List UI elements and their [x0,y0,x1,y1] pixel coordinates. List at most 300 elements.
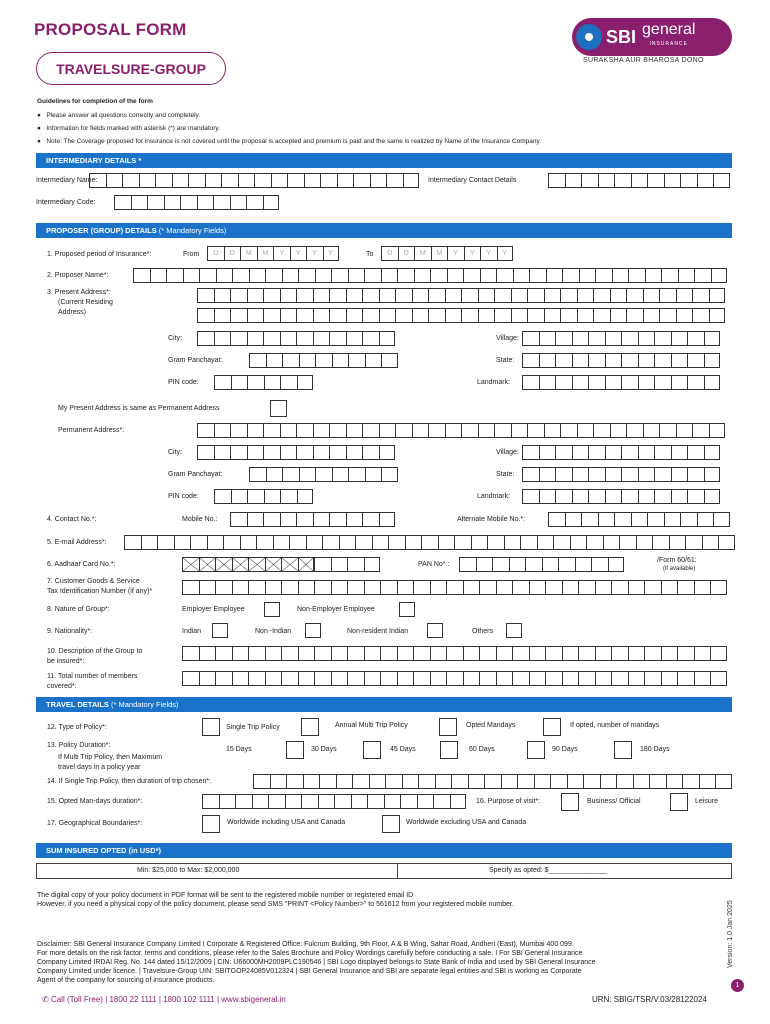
from-date-field[interactable] [207,246,339,261]
char-box[interactable] [379,423,396,438]
char-box[interactable] [232,580,249,595]
char-box[interactable] [286,774,303,789]
char-box[interactable] [306,535,323,550]
single-trip-checkbox[interactable] [202,718,220,736]
char-box[interactable] [339,535,356,550]
char-box[interactable] [572,331,589,346]
char-box[interactable] [600,774,617,789]
char-box[interactable] [386,173,403,188]
char-box[interactable] [501,774,518,789]
char-box[interactable] [405,535,422,550]
char-box[interactable] [654,375,671,390]
char-box[interactable] [664,512,681,527]
char-box[interactable] [718,535,735,550]
perm-village-field[interactable] [522,445,720,460]
char-box[interactable] [644,646,661,661]
char-box[interactable] [296,308,313,323]
char-box[interactable] [555,445,572,460]
char-box[interactable] [579,268,596,283]
char-box[interactable] [687,489,704,504]
char-box[interactable] [671,331,688,346]
char-box[interactable] [384,794,401,809]
char-box[interactable] [397,268,414,283]
char-box[interactable] [280,445,297,460]
char-box[interactable] [511,288,528,303]
permanent-address-field[interactable] [197,423,725,438]
char-box[interactable] [381,353,398,368]
char-box[interactable] [605,467,622,482]
char-box[interactable] [621,445,638,460]
char-box[interactable] [471,535,488,550]
char-box[interactable] [214,423,231,438]
char-box[interactable] [633,774,650,789]
annual-multi-trip-checkbox[interactable] [301,718,319,736]
char-box[interactable] [572,445,589,460]
duration-15-checkbox[interactable] [286,741,304,759]
char-box[interactable] [676,308,693,323]
char-box[interactable] [588,331,605,346]
char-box[interactable] [289,535,306,550]
char-box[interactable] [588,375,605,390]
char-box[interactable] [687,331,704,346]
char-box[interactable] [628,268,645,283]
char-box[interactable] [445,288,462,303]
char-box[interactable] [605,353,622,368]
char-box[interactable] [141,535,158,550]
char-box[interactable]: Y [447,246,464,261]
char-box[interactable] [652,535,669,550]
char-box[interactable] [254,173,271,188]
char-box[interactable] [379,512,396,527]
char-box[interactable] [572,353,589,368]
char-box[interactable] [337,173,354,188]
char-box[interactable] [678,268,695,283]
char-box[interactable] [578,671,595,686]
char-box[interactable]: M [414,246,431,261]
char-box[interactable]: M [431,246,448,261]
char-box[interactable]: Y [323,246,340,261]
char-box[interactable] [421,535,438,550]
char-box[interactable] [621,467,638,482]
char-box[interactable] [89,173,106,188]
char-box[interactable] [364,580,381,595]
char-box[interactable]: M [257,246,274,261]
char-box[interactable] [230,423,247,438]
business-checkbox[interactable] [561,793,579,811]
char-box[interactable] [539,353,556,368]
char-box[interactable] [180,195,197,210]
char-box[interactable] [331,646,348,661]
perm-landmark-field[interactable] [522,489,720,504]
char-box[interactable] [676,423,693,438]
char-box[interactable] [147,195,164,210]
char-box[interactable] [676,288,693,303]
char-box[interactable] [297,489,314,504]
char-box[interactable] [529,671,546,686]
char-box[interactable] [704,353,721,368]
char-box[interactable] [621,375,638,390]
char-box[interactable] [331,268,348,283]
char-box[interactable] [595,580,612,595]
char-box[interactable] [529,646,546,661]
char-box[interactable] [362,288,379,303]
char-box[interactable] [710,671,727,686]
char-box[interactable] [591,557,608,572]
char-box[interactable] [418,774,435,789]
trip-duration-field[interactable] [253,774,732,789]
char-box[interactable] [205,173,222,188]
char-box[interactable] [671,375,688,390]
char-box[interactable] [379,308,396,323]
char-box[interactable] [478,423,495,438]
char-box[interactable] [588,353,605,368]
char-box[interactable] [380,646,397,661]
char-box[interactable] [332,467,349,482]
char-box[interactable] [430,671,447,686]
char-box[interactable] [709,288,726,303]
char-box[interactable] [628,646,645,661]
char-box[interactable] [463,268,480,283]
char-box[interactable] [273,535,290,550]
char-box[interactable] [346,331,363,346]
char-box[interactable] [603,535,620,550]
char-box[interactable] [612,268,629,283]
char-box[interactable] [583,774,600,789]
char-box[interactable] [362,445,379,460]
char-box[interactable] [298,268,315,283]
perm-pin-field[interactable] [214,489,313,504]
char-box[interactable] [157,535,174,550]
char-box[interactable] [494,423,511,438]
char-box[interactable] [595,268,612,283]
char-box[interactable] [240,535,257,550]
char-box[interactable] [322,535,339,550]
char-box[interactable] [247,423,264,438]
char-box[interactable] [542,557,559,572]
char-box[interactable] [605,375,622,390]
char-box[interactable] [661,580,678,595]
char-box[interactable] [232,268,249,283]
char-box[interactable] [713,173,730,188]
char-box[interactable] [610,308,627,323]
char-box[interactable]: D [207,246,224,261]
char-box[interactable] [544,288,561,303]
non-indian-checkbox[interactable] [305,623,321,638]
char-box[interactable] [352,774,369,789]
char-box[interactable] [661,646,678,661]
char-box[interactable] [372,535,389,550]
char-box[interactable] [428,308,445,323]
char-box[interactable] [314,580,331,595]
if-opted-checkbox[interactable] [543,718,561,736]
char-box[interactable] [525,557,542,572]
char-box[interactable] [263,423,280,438]
employer-checkbox[interactable] [264,602,280,617]
char-box[interactable] [704,375,721,390]
char-box[interactable] [671,467,688,482]
char-box[interactable] [671,489,688,504]
char-box[interactable] [430,580,447,595]
char-box[interactable] [450,794,467,809]
char-box[interactable] [385,774,402,789]
char-box[interactable] [403,173,420,188]
char-box[interactable] [106,173,123,188]
city-field[interactable] [197,331,395,346]
char-box[interactable] [438,535,455,550]
char-box[interactable] [249,268,266,283]
duration-45-checkbox[interactable] [440,741,458,759]
char-box[interactable] [230,331,247,346]
char-box[interactable] [247,512,264,527]
char-box[interactable] [247,489,264,504]
char-box[interactable] [249,353,266,368]
char-box[interactable] [644,580,661,595]
char-box[interactable] [511,308,528,323]
char-box[interactable] [446,671,463,686]
char-box[interactable] [654,467,671,482]
char-box[interactable] [298,671,315,686]
char-box[interactable] [588,445,605,460]
char-box[interactable] [669,535,686,550]
char-box[interactable] [280,512,297,527]
char-box[interactable] [697,512,714,527]
char-box[interactable] [412,288,429,303]
char-box[interactable] [379,288,396,303]
char-box[interactable] [479,580,496,595]
char-box[interactable] [522,353,539,368]
char-box[interactable] [364,671,381,686]
char-box[interactable] [588,489,605,504]
char-box[interactable] [331,580,348,595]
char-box[interactable] [214,375,231,390]
char-box[interactable] [230,288,247,303]
char-box[interactable] [281,646,298,661]
char-box[interactable] [266,353,283,368]
char-box[interactable] [638,445,655,460]
char-box[interactable] [446,646,463,661]
char-box[interactable] [334,794,351,809]
char-box[interactable] [329,308,346,323]
char-box[interactable] [223,535,240,550]
char-box[interactable] [572,489,589,504]
char-box[interactable] [247,308,264,323]
char-box[interactable] [631,173,648,188]
char-box[interactable] [287,173,304,188]
char-box[interactable] [496,646,513,661]
gstin-field[interactable] [182,580,727,595]
perm-gram-field[interactable] [249,467,398,482]
char-box[interactable] [697,173,714,188]
mandays-duration-field[interactable] [202,794,466,809]
char-box[interactable] [562,580,579,595]
char-box[interactable] [638,467,655,482]
char-box[interactable] [555,375,572,390]
char-box[interactable] [362,331,379,346]
char-box[interactable] [595,646,612,661]
char-box[interactable] [183,268,200,283]
char-box[interactable] [572,375,589,390]
char-box[interactable] [197,445,214,460]
char-box[interactable] [230,445,247,460]
char-box[interactable] [265,671,282,686]
char-box[interactable] [638,331,655,346]
char-box[interactable] [221,173,238,188]
char-box[interactable] [402,774,419,789]
char-box[interactable] [527,288,544,303]
duration-60-checkbox[interactable] [527,741,545,759]
char-box[interactable] [555,353,572,368]
char-box[interactable] [263,288,280,303]
char-box[interactable] [484,774,501,789]
char-box[interactable] [545,580,562,595]
char-box[interactable] [539,467,556,482]
char-box[interactable] [280,423,297,438]
char-box[interactable] [710,646,727,661]
char-box[interactable] [346,512,363,527]
char-box[interactable] [379,445,396,460]
char-box[interactable] [329,423,346,438]
char-box[interactable] [214,331,231,346]
char-box[interactable] [461,288,478,303]
char-box[interactable] [704,489,721,504]
char-box[interactable] [555,331,572,346]
char-box[interactable] [504,535,521,550]
char-box[interactable] [235,794,252,809]
duration-90-checkbox[interactable] [614,741,632,759]
char-box[interactable] [677,580,694,595]
char-box[interactable] [182,671,199,686]
char-box[interactable] [692,308,709,323]
char-box[interactable] [296,512,313,527]
char-box[interactable] [413,580,430,595]
char-box[interactable] [694,580,711,595]
char-box[interactable] [522,375,539,390]
pan-field[interactable] [459,557,624,572]
char-box[interactable] [318,794,335,809]
char-box[interactable] [447,268,464,283]
char-box[interactable] [397,671,414,686]
char-box[interactable] [238,173,255,188]
char-box[interactable] [303,774,320,789]
char-box[interactable] [348,353,365,368]
char-box[interactable] [577,308,594,323]
char-box[interactable]: Y [464,246,481,261]
char-box[interactable] [687,467,704,482]
char-box[interactable] [661,268,678,283]
char-box[interactable] [214,288,231,303]
perm-state-field[interactable] [522,467,720,482]
char-box[interactable] [299,467,316,482]
char-box[interactable] [263,308,280,323]
char-box[interactable] [365,467,382,482]
char-box[interactable] [270,774,287,789]
worldwide-excl-checkbox[interactable] [382,815,400,833]
char-box[interactable] [428,423,445,438]
char-box[interactable] [331,671,348,686]
char-box[interactable] [430,268,447,283]
char-box[interactable] [654,445,671,460]
char-box[interactable] [492,557,509,572]
char-box[interactable] [346,308,363,323]
char-box[interactable] [659,423,676,438]
char-box[interactable] [182,580,199,595]
char-box[interactable] [539,375,556,390]
char-box[interactable] [182,646,199,661]
char-box[interactable] [636,535,653,550]
char-box[interactable] [369,774,386,789]
char-box[interactable] [694,268,711,283]
char-box[interactable] [329,288,346,303]
char-box[interactable] [522,331,539,346]
char-box[interactable] [659,288,676,303]
char-box[interactable] [213,195,230,210]
others-checkbox[interactable] [506,623,522,638]
char-box[interactable] [297,375,314,390]
contact-info[interactable]: ✆ Call (Toll Free) | 1800 22 1111 | 1800 102 1111 | www.sbigeneral.in [42,995,286,1004]
char-box[interactable] [713,512,730,527]
state-field[interactable] [522,353,720,368]
char-box[interactable] [253,774,270,789]
char-box[interactable] [610,288,627,303]
char-box[interactable] [476,557,493,572]
char-box[interactable] [565,173,582,188]
char-box[interactable] [174,535,191,550]
char-box[interactable] [381,467,398,482]
char-box[interactable] [362,512,379,527]
char-box[interactable] [560,308,577,323]
char-box[interactable] [562,646,579,661]
char-box[interactable] [539,445,556,460]
char-box[interactable] [647,173,664,188]
char-box[interactable] [480,268,497,283]
pin-field[interactable] [214,375,313,390]
char-box[interactable] [320,173,337,188]
village-field[interactable] [522,331,720,346]
char-box[interactable] [445,423,462,438]
char-box[interactable] [631,512,648,527]
char-box[interactable] [124,535,141,550]
char-box[interactable] [313,423,330,438]
char-box[interactable] [621,353,638,368]
to-date-field[interactable] [381,246,513,261]
perm-city-field[interactable] [197,445,395,460]
char-box[interactable] [314,646,331,661]
char-box[interactable] [265,646,282,661]
char-box[interactable]: Y [290,246,307,261]
aadhaar-field[interactable] [314,557,380,572]
char-box[interactable] [638,353,655,368]
char-box[interactable] [626,423,643,438]
char-box[interactable]: Y [497,246,514,261]
char-box[interactable] [621,331,638,346]
char-box[interactable] [671,353,688,368]
char-box[interactable] [296,423,313,438]
char-box[interactable] [347,671,364,686]
char-box[interactable] [313,512,330,527]
char-box[interactable] [282,353,299,368]
char-box[interactable] [534,774,551,789]
total-members-field[interactable] [182,671,727,686]
char-box[interactable] [417,794,434,809]
char-box[interactable] [329,512,346,527]
char-box[interactable]: Y [306,246,323,261]
alt-mobile-field[interactable] [548,512,730,527]
char-box[interactable] [329,331,346,346]
char-box[interactable] [546,268,563,283]
char-box[interactable] [680,173,697,188]
char-box[interactable] [644,671,661,686]
char-box[interactable] [709,308,726,323]
